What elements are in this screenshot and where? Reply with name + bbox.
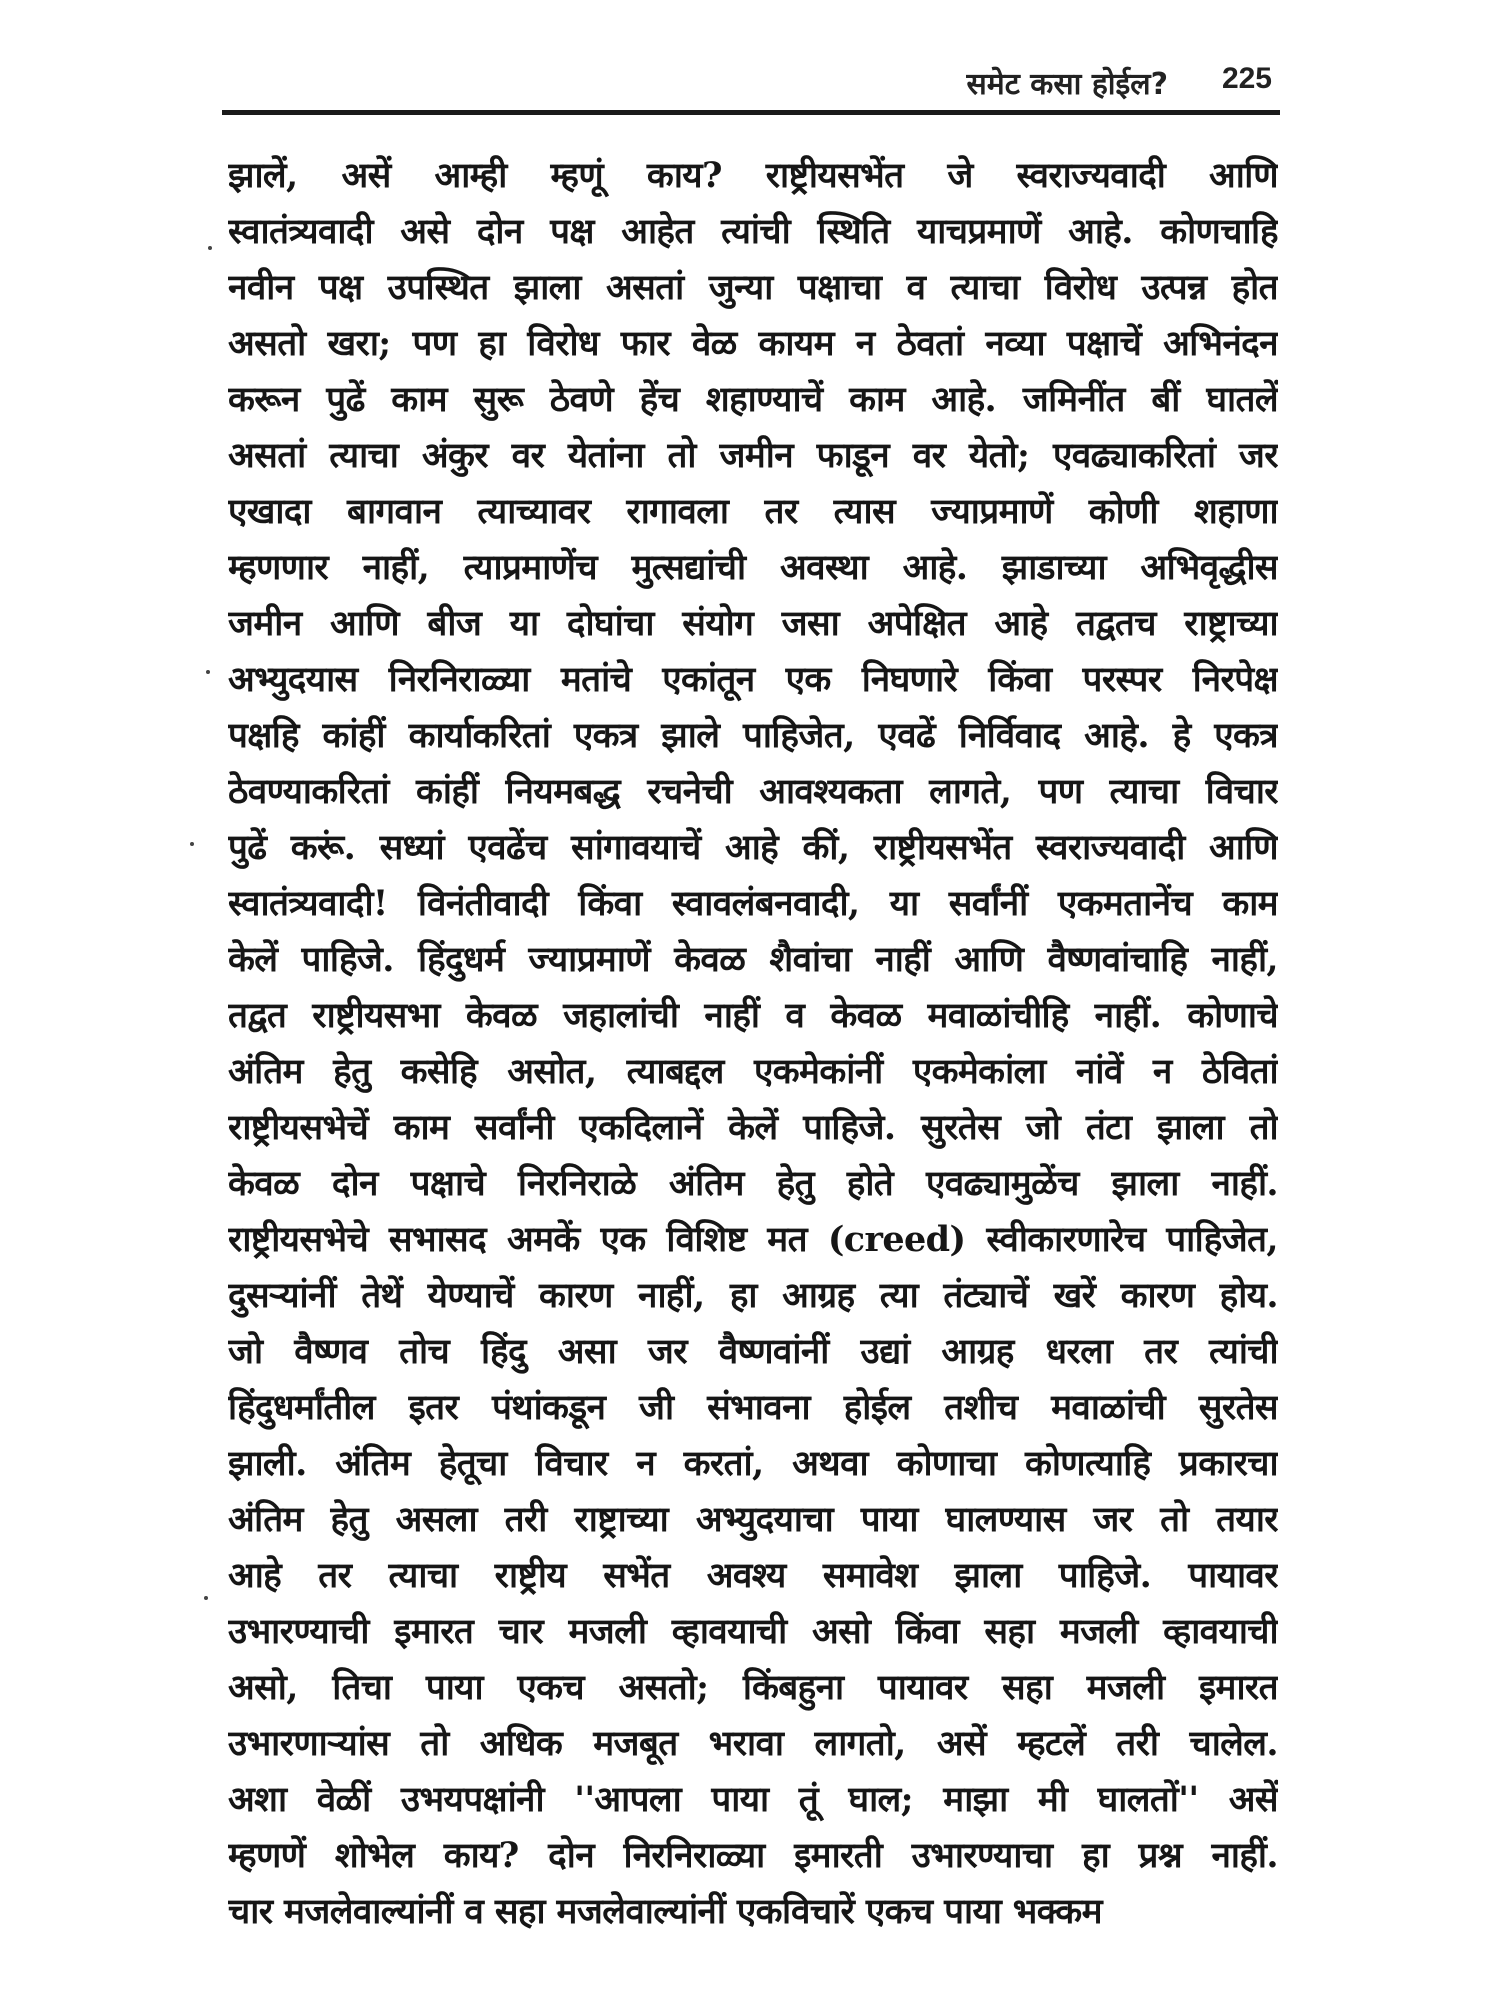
text-line: एखादा बागवान त्याच्यावर रागावला तर त्यास ज्याप्रमाणें कोणी शहाणा xyxy=(228,491,1278,532)
text-line: करून पुढें काम सुरू ठेवणे हेंच शहाण्याचें काम आहे. जमिनींत बीं घातलें xyxy=(228,379,1278,420)
header-rule xyxy=(222,110,1280,115)
text-line: अशा वेळीं उभयपक्षांनी ''आपला पाया तूं घाल; माझा मी घालतों'' असें xyxy=(228,1779,1278,1820)
scan-speck xyxy=(208,246,212,250)
text-line: स्वातंत्र्यवादी! विनंतीवादी किंवा स्वावलंबनवादी, या सर्वांनीं एकमतानेंच काम xyxy=(228,883,1278,924)
text-line: अभ्युदयास निरनिराळ्या मतांचे एकांतून एक निघणारे किंवा परस्पर निरपेक्ष xyxy=(228,659,1278,700)
text-line: उभारण्याची इमारत चार मजली व्हावयाची असो किंवा सहा मजली व्हावयाची xyxy=(228,1611,1278,1652)
text-line: चार मजलेवाल्यांनीं व सहा मजलेवाल्यांनीं एकविचारें एकच पाया भक्कम xyxy=(228,1891,1102,1932)
text-line: जो वैष्णव तोच हिंदु असा जर वैष्णवांनीं उद्यां आग्रह धरला तर त्यांची xyxy=(228,1331,1278,1372)
text-line: ठेवण्याकरितां कांहीं नियमबद्ध रचनेची आवश्यकता लागते, पण त्याचा विचार xyxy=(228,771,1278,812)
text-line: असो, तिचा पाया एकच असतो; किंबहुना पायावर सहा मजली इमारत xyxy=(228,1667,1278,1708)
text-line: राष्ट्रीयसभेचें काम सर्वांनी एकदिलानें केलें पाहिजे. सुरतेस जो तंटा झाला तो xyxy=(228,1107,1278,1148)
text-line: झाली. अंतिम हेतूचा विचार न करतां, अथवा कोणाचा कोणत्याहि प्रकारचा xyxy=(228,1443,1278,1484)
text-line: अंतिम हेतु कसेहि असोत, त्याबद्दल एकमेकांनीं एकमेकांला नांवें न ठेवितां xyxy=(228,1051,1278,1092)
body-text xyxy=(228,148,1278,1940)
page-number: 225 xyxy=(1221,62,1272,95)
text-line: म्हणणार नाहीं, त्याप्रमाणेंच मुत्सद्यांची अवस्था आहे. झाडाच्या अभिवृद्धीस xyxy=(228,547,1278,588)
text-line: केलें पाहिजे. हिंदुधर्म ज्याप्रमाणें केवळ शैवांचा नाहीं आणि वैष्णवांचाहि नाहीं, xyxy=(228,939,1278,980)
text-line: अंतिम हेतु असला तरी राष्ट्राच्या अभ्युदयाचा पाया घालण्यास जर तो तयार xyxy=(228,1499,1278,1540)
text-line: राष्ट्रीयसभेचे सभासद अमकें एक विशिष्ट मत (creed) स्वीकारणारेच पाहिजेत, xyxy=(228,1219,1278,1260)
text-line: जमीन आणि बीज या दोघांचा संयोग जसा अपेक्षित आहे तद्वतच राष्ट्राच्या xyxy=(228,603,1278,644)
text-line: पुढें करूं. सध्यां एवढेंच सांगावयाचें आहे कीं, राष्ट्रीयसभेंत स्वराज्यवादी आणि xyxy=(228,827,1278,868)
text-line: स्वातंत्र्यवादी असे दोन पक्ष आहेत त्यांची स्थिति याचप्रमाणें आहे. कोणचाहि xyxy=(228,211,1278,252)
text-line: उभारणाऱ्यांस तो अधिक मजबूत भरावा लागतो, असें म्हटलें तरी चालेल. xyxy=(228,1723,1278,1764)
text-line: असतो खरा; पण हा विरोध फार वेळ कायम न ठेवतां नव्या पक्षाचें अभिनंदन xyxy=(228,323,1278,364)
text-line: झालें, असें आम्ही म्हणूं काय? राष्ट्रीयसभेंत जे स्वराज्यवादी आणि xyxy=(228,155,1278,196)
text-line: पक्षहि कांहीं कार्याकरितां एकत्र झाले पाहिजेत, एवढें निर्विवाद आहे. हे एकत्र xyxy=(228,715,1278,756)
running-header xyxy=(228,58,1278,108)
text-line: आहे तर त्याचा राष्ट्रीय सभेंत अवश्य समावेश झाला पाहिजे. पायावर xyxy=(228,1555,1278,1596)
text-line: नवीन पक्ष उपस्थित झाला असतां जुन्या पक्षाचा व त्याचा विरोध उत्पन्न होत xyxy=(228,267,1278,308)
scan-speck xyxy=(206,670,210,674)
text-line: तद्वत राष्ट्रीयसभा केवळ जहालांची नाहीं व केवळ मवाळांचीहि नाहीं. कोणाचे xyxy=(228,995,1278,1036)
scan-speck xyxy=(204,1596,208,1600)
text-line: म्हणणें शोभेल काय? दोन निरनिराळ्या इमारती उभारण्याचा हा प्रश्न नाहीं. xyxy=(228,1835,1278,1876)
text-line: दुसऱ्यांनीं तेथें येण्याचें कारण नाहीं, हा आग्रह त्या तंट्याचें खरें कारण होय. xyxy=(228,1275,1278,1316)
text-line: हिंदुधर्मांतील इतर पंथांकडून जी संभावना होईल तशीच मवाळांची सुरतेस xyxy=(228,1387,1278,1428)
scan-speck xyxy=(190,842,194,846)
running-header-title: समेट कसा होईल? xyxy=(966,67,1168,102)
text-line: असतां त्याचा अंकुर वर येतांना तो जमीन फाडून वर येतो; एवढ्याकरितां जर xyxy=(228,435,1278,476)
text-line: केवळ दोन पक्षाचे निरनिराळे अंतिम हेतु होते एवढ्यामुळेंच झाला नाहीं. xyxy=(228,1163,1278,1204)
